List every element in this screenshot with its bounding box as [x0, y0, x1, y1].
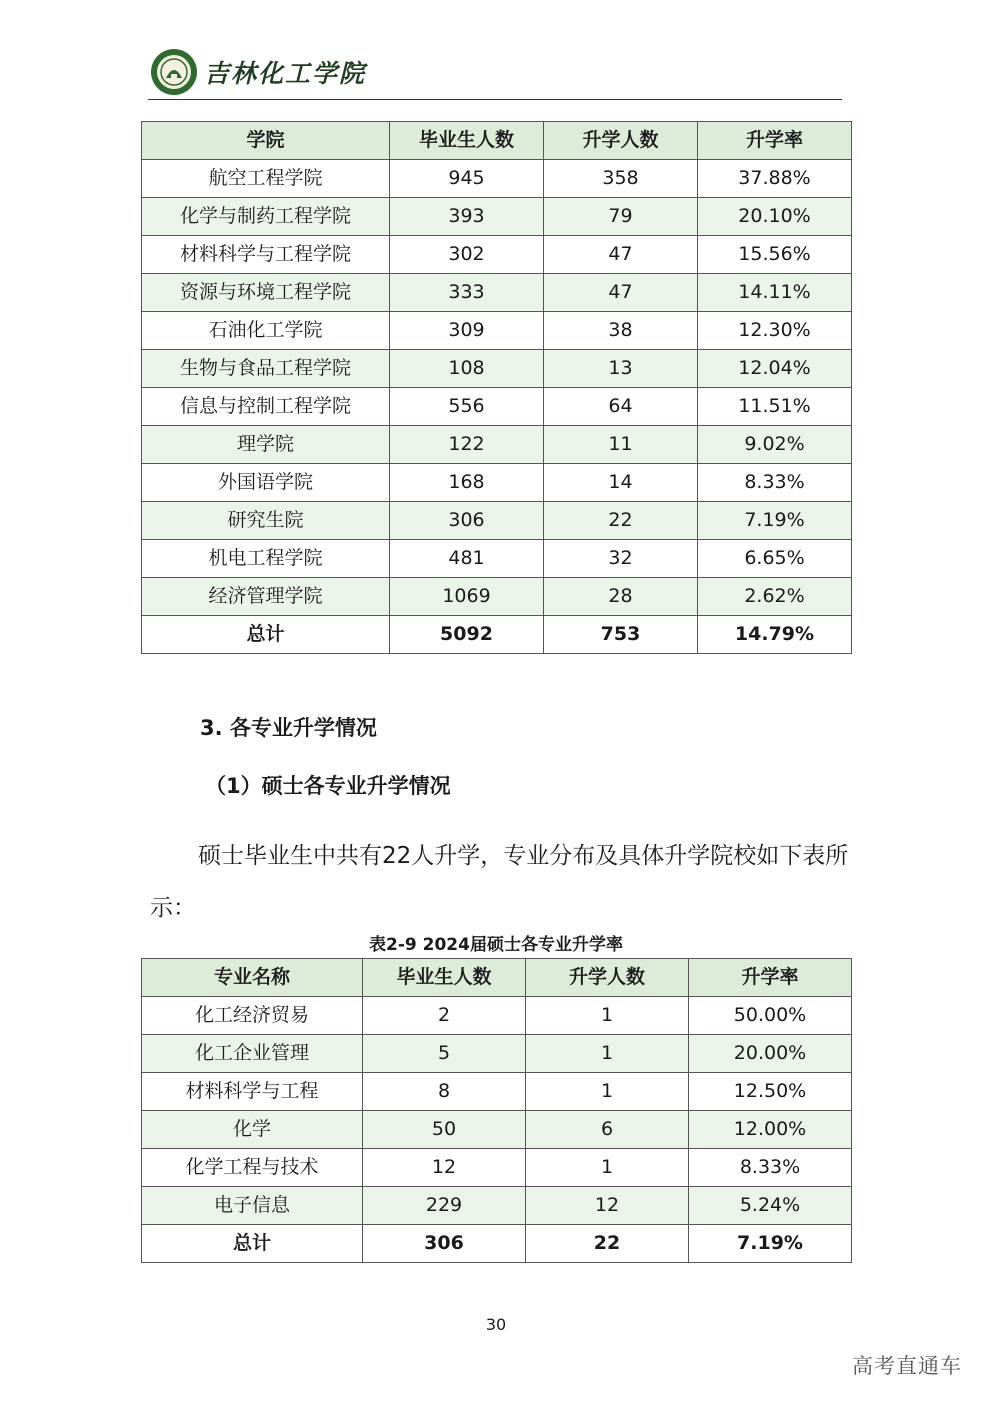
table-cell: 研究生院 — [142, 502, 390, 540]
table-cell: 333 — [390, 274, 544, 312]
page-header — [148, 44, 842, 100]
table-cell: 6.65% — [698, 540, 852, 578]
college-rate-table — [141, 121, 852, 654]
school-name-logo: 吉林化工学院 — [204, 59, 367, 88]
table-cell: 12 — [363, 1149, 526, 1187]
table-cell: 306 — [390, 502, 544, 540]
table-header-row — [142, 122, 852, 160]
table-cell: 14.11% — [698, 274, 852, 312]
table-cell: 393 — [390, 198, 544, 236]
header-divider — [148, 99, 842, 100]
table-cell: 122 — [390, 426, 544, 464]
table-cell: 11.51% — [698, 388, 852, 426]
table-row — [142, 426, 852, 464]
table-row — [142, 1111, 852, 1149]
table-cell: 化学 — [142, 1111, 363, 1149]
column-header: 学院 — [142, 122, 390, 160]
table-cell: 1 — [526, 1035, 689, 1073]
watermark-text: 高考直通车 — [852, 1354, 962, 1378]
table-cell: 47 — [544, 236, 698, 274]
table-cell: 1 — [526, 1149, 689, 1187]
table-cell: 7.19% — [698, 502, 852, 540]
table-cell: 2 — [363, 997, 526, 1035]
table-cell: 石油化工学院 — [142, 312, 390, 350]
table-cell: 信息与控制工程学院 — [142, 388, 390, 426]
table-row — [142, 1035, 852, 1073]
table-cell: 机电工程学院 — [142, 540, 390, 578]
table-cell: 经济管理学院 — [142, 578, 390, 616]
table-cell: 电子信息 — [142, 1187, 363, 1225]
table-row — [142, 312, 852, 350]
table-row — [142, 464, 852, 502]
table-caption: 表2-9 2024届硕士各专业升学率 — [369, 935, 623, 955]
table-cell: 理学院 — [142, 426, 390, 464]
table-cell: 168 — [390, 464, 544, 502]
table-cell: 64 — [544, 388, 698, 426]
table-cell: 12.04% — [698, 350, 852, 388]
table-cell: 生物与食品工程学院 — [142, 350, 390, 388]
column-header: 升学率 — [689, 959, 852, 997]
column-header: 升学人数 — [544, 122, 698, 160]
table-cell: 化学工程与技术 — [142, 1149, 363, 1187]
table-row — [142, 540, 852, 578]
table-row — [142, 350, 852, 388]
table-row — [142, 198, 852, 236]
column-header: 毕业生人数 — [390, 122, 544, 160]
table-cell: 50 — [363, 1111, 526, 1149]
table-cell: 302 — [390, 236, 544, 274]
body-paragraph: 硕士毕业生中共有22人升学，专业分布及具体升学院校如下表所示： — [150, 843, 849, 921]
table-cell: 309 — [390, 312, 544, 350]
table-cell: 14 — [544, 464, 698, 502]
table-cell: 37.88% — [698, 160, 852, 198]
table-cell: 556 — [390, 388, 544, 426]
table-cell: 8.33% — [698, 464, 852, 502]
table-cell: 11 — [544, 426, 698, 464]
master-major-rate-table — [141, 958, 852, 1263]
table-row — [142, 1073, 852, 1111]
page-number: 30 — [485, 1315, 507, 1334]
table-cell: 2.62% — [698, 578, 852, 616]
table-cell: 材料科学与工程 — [142, 1073, 363, 1111]
table-cell: 8.33% — [689, 1149, 852, 1187]
table-cell: 总计 — [142, 616, 390, 654]
table-cell: 229 — [363, 1187, 526, 1225]
table-row — [142, 502, 852, 540]
table-cell: 358 — [544, 160, 698, 198]
subsection-heading: （1）硕士各专业升学情况 — [205, 774, 451, 798]
table-cell: 79 — [544, 198, 698, 236]
table-cell: 945 — [390, 160, 544, 198]
table-cell: 8 — [363, 1073, 526, 1111]
column-header: 升学率 — [698, 122, 852, 160]
table-header-row — [142, 959, 852, 997]
table-total-row — [142, 1225, 852, 1263]
table-cell: 753 — [544, 616, 698, 654]
school-emblem-icon — [150, 48, 198, 96]
table-cell: 13 — [544, 350, 698, 388]
table-cell: 38 — [544, 312, 698, 350]
table-cell: 306 — [363, 1225, 526, 1263]
table-cell: 20.10% — [698, 198, 852, 236]
table-row — [142, 274, 852, 312]
table-cell: 22 — [526, 1225, 689, 1263]
table-cell: 14.79% — [698, 616, 852, 654]
table-cell: 外国语学院 — [142, 464, 390, 502]
table-row — [142, 160, 852, 198]
table-row — [142, 1149, 852, 1187]
table-cell: 材料科学与工程学院 — [142, 236, 390, 274]
table-row — [142, 997, 852, 1035]
table-cell: 9.02% — [698, 426, 852, 464]
table-row — [142, 1187, 852, 1225]
table-cell: 12.50% — [689, 1073, 852, 1111]
table-cell: 1 — [526, 997, 689, 1035]
column-header: 毕业生人数 — [363, 959, 526, 997]
table-cell: 12.00% — [689, 1111, 852, 1149]
table-cell: 总计 — [142, 1225, 363, 1263]
table-cell: 22 — [544, 502, 698, 540]
table-cell: 化工企业管理 — [142, 1035, 363, 1073]
table-cell: 481 — [390, 540, 544, 578]
table-cell: 6 — [526, 1111, 689, 1149]
table-cell: 化工经济贸易 — [142, 997, 363, 1035]
column-header: 升学人数 — [526, 959, 689, 997]
table-cell: 航空工程学院 — [142, 160, 390, 198]
table-cell: 12 — [526, 1187, 689, 1225]
table-row — [142, 578, 852, 616]
table-total-row — [142, 616, 852, 654]
table-cell: 28 — [544, 578, 698, 616]
table-row — [142, 236, 852, 274]
table-cell: 5092 — [390, 616, 544, 654]
section-heading: 3. 各专业升学情况 — [200, 716, 377, 740]
table-cell: 5.24% — [689, 1187, 852, 1225]
table-cell: 5 — [363, 1035, 526, 1073]
table-cell: 1 — [526, 1073, 689, 1111]
table-cell: 47 — [544, 274, 698, 312]
table-row — [142, 388, 852, 426]
table-cell: 15.56% — [698, 236, 852, 274]
table-cell: 12.30% — [698, 312, 852, 350]
table-cell: 化学与制药工程学院 — [142, 198, 390, 236]
table-cell: 1069 — [390, 578, 544, 616]
table-cell: 32 — [544, 540, 698, 578]
table-cell: 108 — [390, 350, 544, 388]
table-cell: 20.00% — [689, 1035, 852, 1073]
table-cell: 7.19% — [689, 1225, 852, 1263]
table-cell: 资源与环境工程学院 — [142, 274, 390, 312]
table-cell: 50.00% — [689, 997, 852, 1035]
column-header: 专业名称 — [142, 959, 363, 997]
